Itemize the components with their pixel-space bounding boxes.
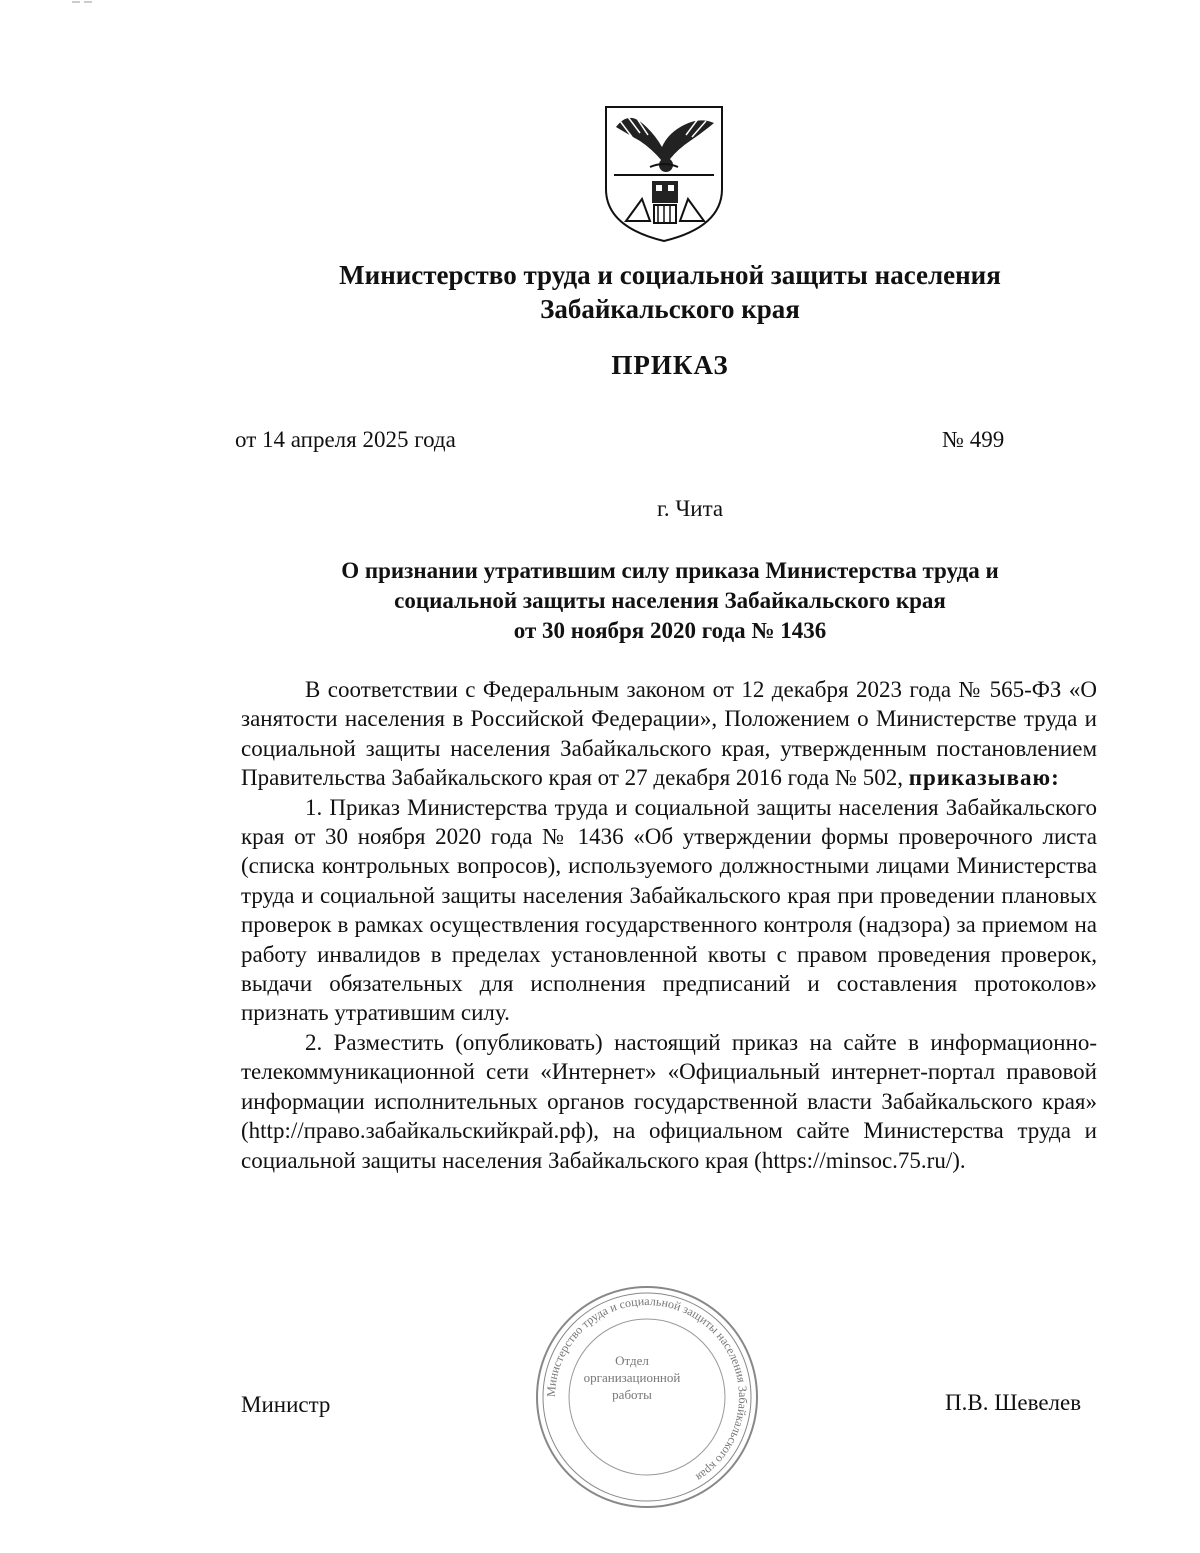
subject-line2: социальной защиты населения Забайкальского края (394, 588, 946, 613)
preamble-paragraph (241, 675, 1097, 793)
ministry-name-line2: Забайкальского края (540, 294, 800, 324)
seal-inner-text (566, 1352, 698, 1403)
seal-inner-line2: организационной (583, 1370, 681, 1385)
item-2-paragraph: 2. Разместить (опубликовать) настоящий приказ на сайте в информационно-телекоммуникационной сети «Интернет» «Официальный интернет-портал правовой информации исполнительных органов государственной власти Забайкальского края» (http://право.забайкальскийкрай.рф), на официальном сайте Министерства труда и социальной защиты населения Забайкальского края (https://minsoc.75.ru/). (241, 1029, 1097, 1173)
coat-of-arms-emblem (602, 103, 726, 243)
order-city: г. Чита (657, 496, 724, 521)
signer-role: Министр (241, 1392, 331, 1417)
order-date: от 14 апреля 2025 года (235, 427, 456, 452)
seal-inner-line3: работы (612, 1387, 652, 1402)
order-subject (200, 556, 1140, 646)
document-type: ПРИКАЗ (611, 350, 729, 380)
preamble-text: В соответствии с Федеральным законом от 12 декабря 2023 года № 565-ФЗ «О занятости населения в Российской Федерации», Положением о Министерстве труда и социальной защиты населения Забайкальского края, утвержденным постановлением Правительства Забайкальского края от 27 декабря 2016 года № 502, (241, 677, 1097, 791)
subject-line1: О признании утратившим силу приказа Министерства труда и (341, 558, 999, 583)
order-body (241, 675, 1097, 1175)
order-word: приказываю: (908, 765, 1060, 791)
scan-corner-mark (72, 0, 102, 6)
ministry-name-line1: Министерство труда и социальной защиты населения (339, 260, 1001, 290)
seal-inner-line1: Отдел (615, 1353, 649, 1368)
signer-name: П.В. Шевелев (945, 1390, 1082, 1415)
item-1-paragraph: 1. Приказ Министерства труда и социальной защиты населения Забайкальского края от 30 ноября 2020 года № 1436 «Об утверждении формы проверочного листа (списка контрольных вопросов), используемого должностными лицами Министерства труда и социальной защиты населения Забайкальского края при проведении плановых проверок в рамках осуществления государственного контроля (надзора) за приемом на работу инвалидов в пределах установленной квоты с правом проведения проверок, выдачи обязательных для исполнения предписаний и составления протоколов» признать утратившим силу. (241, 794, 1097, 1026)
ministry-name (0, 258, 1200, 326)
subject-line3: от 30 ноября 2020 года № 1436 (513, 618, 827, 643)
order-number: № 499 (942, 427, 1005, 452)
seal-outer-text: Министерство труда и социальной защиты населения Забайкальского края (543, 1293, 751, 1485)
